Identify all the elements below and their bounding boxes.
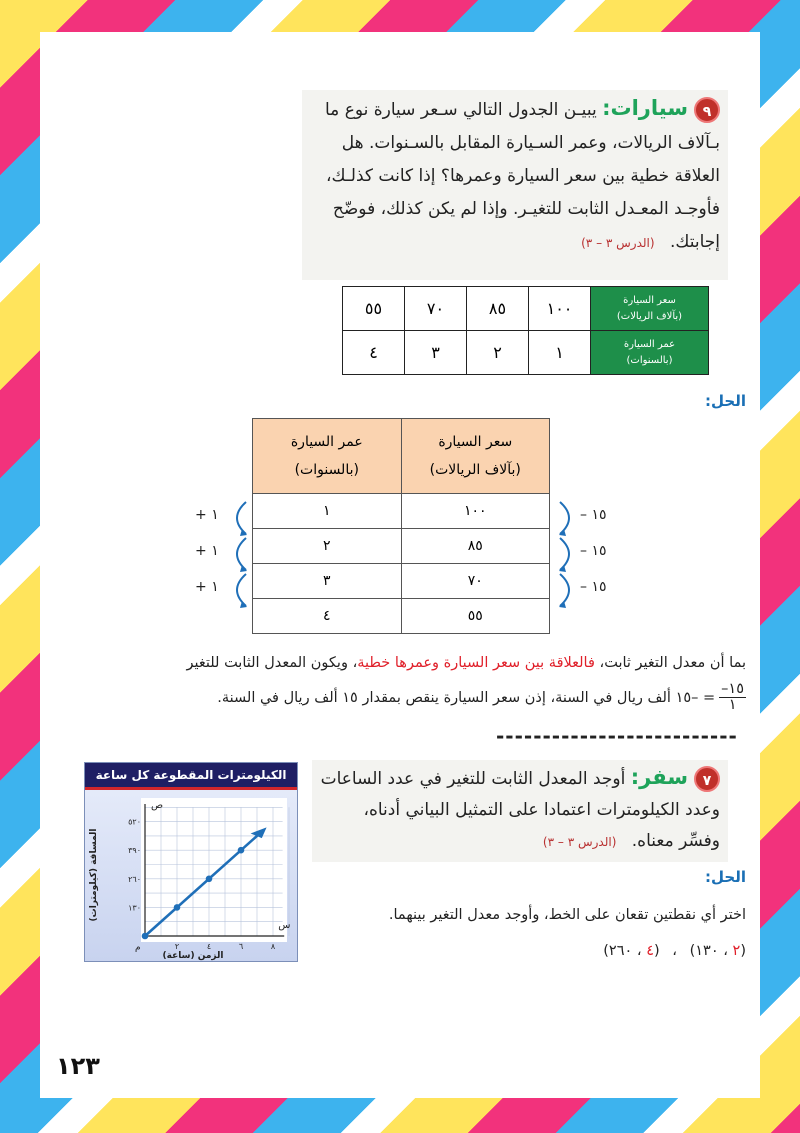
table-cell: ١ xyxy=(529,331,591,375)
y-tick-label: ٣٩٠ xyxy=(128,846,141,856)
solution-label-2: الحل: xyxy=(705,868,746,886)
question-number-badge: ٧ xyxy=(694,766,720,792)
data-point xyxy=(174,904,181,911)
table-row xyxy=(253,494,550,529)
data-point xyxy=(238,847,245,854)
age-change-2: + ١ xyxy=(195,543,219,559)
question-text: يبيـن الجدول التالي سـعر سيارة نوع ما بـآلاف الريالات، وعمر السـيارة المقابل بالسـنوات. هل العلاقة خطية بين سعر السيارة وعمرها؟ إذا كانت كذلـك، فأوجـد المعـدل الثابت للتغيـر. وإذا لم يكن كذلك، فوضّح إجابتك. xyxy=(325,100,720,252)
curved-arrow-icon xyxy=(560,574,569,606)
y-tick-label: ١٣٠ xyxy=(128,903,141,913)
lesson-reference: (الدرس ٣ – ٣) xyxy=(581,236,655,250)
rate-text: = –١٥ ألف ريال في السنة، إذن سعر السيارة ينقص بمقدار ١٥ ألف ريال في السنة. xyxy=(217,689,716,706)
price-change-3: – ١٥ xyxy=(580,579,607,595)
price-change-arrows xyxy=(552,498,582,618)
y-tick-label: ٥٢٠ xyxy=(128,817,141,827)
table-cell: ٥٥ xyxy=(401,599,549,634)
solution-explanation: بما أن معدل التغير ثابت، فالعلاقة بين سعر السيارة وعمرها خطية، ويكون المعدل الثابت للتغير xyxy=(186,655,746,671)
header-age: عمر السيارة (بالسنوات) xyxy=(253,419,402,494)
price-change-2: – ١٥ xyxy=(580,543,607,559)
table-cell: ١٠٠ xyxy=(401,494,549,529)
fraction xyxy=(719,682,746,713)
question-number-badge: ٩ xyxy=(694,97,720,123)
age-change-3: + ١ xyxy=(195,579,219,595)
question-9 xyxy=(302,90,728,280)
question-table xyxy=(342,286,709,375)
graph-panel xyxy=(84,762,298,962)
question-7 xyxy=(312,760,728,862)
x-tick-label: ٦ xyxy=(238,942,244,951)
origin-label: م xyxy=(135,943,141,953)
highlighted-conclusion: فالعلاقة بين سعر السيارة وعمرها خطية xyxy=(357,655,595,671)
points-separator: ، xyxy=(672,943,677,959)
table-cell: ٨٥ xyxy=(401,529,549,564)
lesson-reference: (الدرس ٣ – ٣) xyxy=(542,835,617,849)
table-row xyxy=(343,287,709,331)
table-cell: ٤ xyxy=(343,331,405,375)
table-row xyxy=(253,529,550,564)
solution-label: الحل: xyxy=(705,392,746,410)
solution-2-points xyxy=(312,940,746,962)
table-row xyxy=(343,331,709,375)
table-cell: ٧٠ xyxy=(405,287,467,331)
fraction-denominator: ١ xyxy=(728,697,737,713)
table-header-row xyxy=(253,419,550,494)
y-axis-letter: ص xyxy=(151,800,164,811)
page-number: ١٢٣ xyxy=(56,1052,100,1080)
table-cell: ١ xyxy=(253,494,402,529)
x-axis-label: الزمن (ساعة) xyxy=(162,951,224,961)
table-cell: ٣ xyxy=(405,331,467,375)
data-point xyxy=(206,876,213,883)
rate-line xyxy=(50,682,746,713)
line-graph xyxy=(85,790,297,962)
y-tick-label: ٢٦٠ xyxy=(128,874,141,884)
table-cell: ١٠٠ xyxy=(529,287,591,331)
row-header-age: عمر السيارة (بالسنوات) xyxy=(591,331,709,375)
table-cell: ٧٠ xyxy=(401,564,549,599)
solution-2-line-1: اختر أي نقطتين تقعان على الخط، وأوجد معدل التغير بينهما. xyxy=(388,907,746,923)
data-point xyxy=(142,933,149,940)
table-cell: ٥٥ xyxy=(343,287,405,331)
graph-title: الكيلومترات المقطوعة كل ساعة xyxy=(85,763,297,787)
x-axis-letter: س xyxy=(278,920,291,931)
curved-arrow-icon xyxy=(237,502,246,534)
y-axis-label: المسافة (كيلومترات) xyxy=(89,828,99,922)
point-1: (٢ ، ١٣٠) xyxy=(689,943,746,959)
age-change-1: + ١ xyxy=(195,507,219,523)
header-price: سعر السيارة (بآلاف الريالات) xyxy=(401,419,549,494)
table-row xyxy=(253,599,550,634)
question-keyword: سفر: xyxy=(630,765,688,789)
solution-table xyxy=(252,418,550,634)
curved-arrow-icon xyxy=(237,574,246,606)
question-text: أوجد المعدل الثابت للتغير في عدد الساعات وعدد الكيلومترات اعتمادا على التمثيل البياني أدناه، وفسِّر معناه. xyxy=(320,769,720,851)
x-tick-label: ٤ xyxy=(206,942,212,951)
question-keyword: سيارات: xyxy=(602,96,688,120)
curved-arrow-icon xyxy=(237,538,246,570)
table-cell: ٢ xyxy=(467,331,529,375)
fraction-numerator: ١٥– xyxy=(721,681,744,697)
page xyxy=(40,32,760,1098)
table-cell: ٤ xyxy=(253,599,402,634)
point-2: (٤ ، ٢٦٠) xyxy=(603,943,660,959)
x-tick-label: ٢ xyxy=(174,942,180,951)
table-row xyxy=(253,564,550,599)
row-header-price: سعر السيارة (بآلاف الريالات) xyxy=(591,287,709,331)
curved-arrow-icon xyxy=(560,538,569,570)
x-tick-label: ٨ xyxy=(270,942,276,951)
table-cell: ٣ xyxy=(253,564,402,599)
table-cell: ٢ xyxy=(253,529,402,564)
curved-arrow-icon xyxy=(560,502,569,534)
table-cell: ٨٥ xyxy=(467,287,529,331)
age-change-arrows xyxy=(224,498,254,618)
separator-line: -------------------------- xyxy=(496,724,738,748)
price-change-1: – ١٥ xyxy=(580,507,607,523)
